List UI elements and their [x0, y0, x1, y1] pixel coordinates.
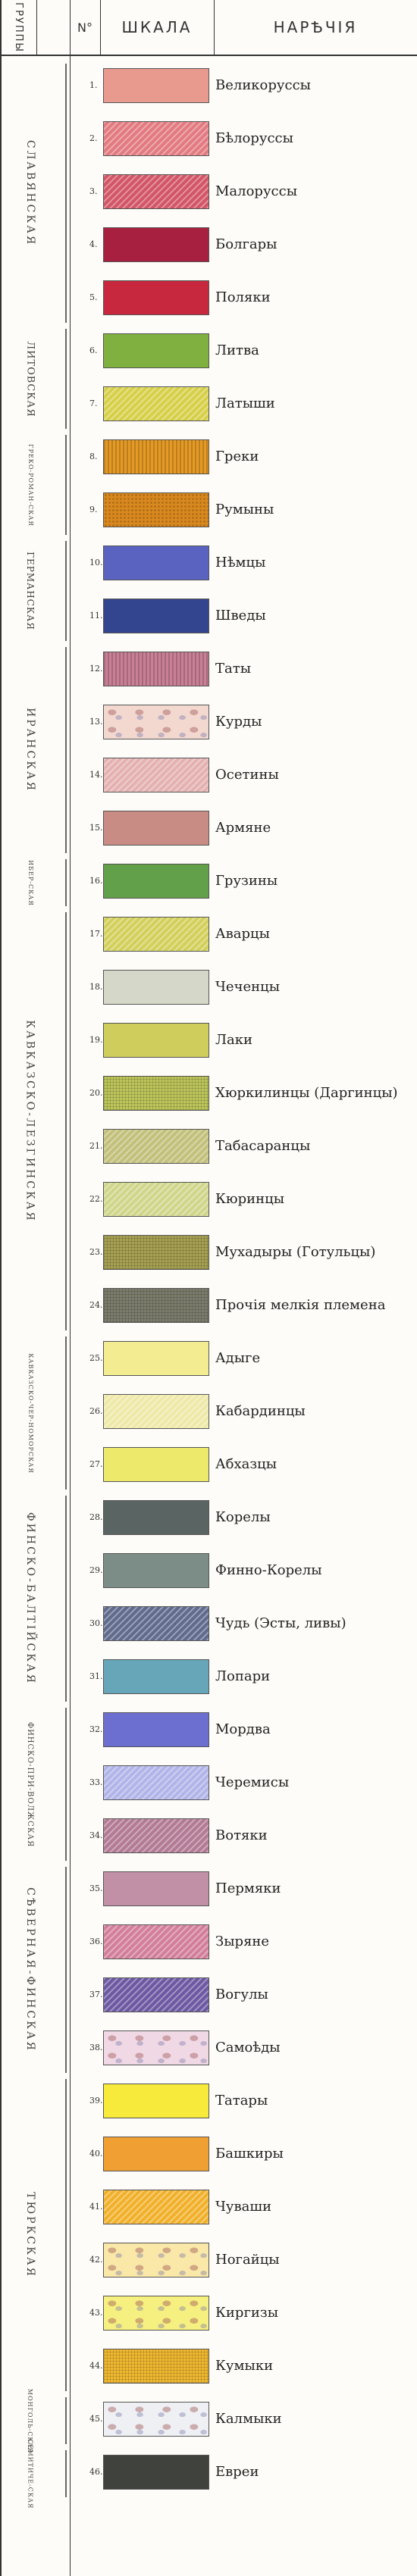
row-name: Киргизы — [215, 2305, 279, 2321]
row-number: 3. — [89, 186, 98, 196]
row-name: Кумыки — [215, 2358, 274, 2374]
row-name: Калмыки — [215, 2411, 282, 2427]
legend-row — [0, 644, 417, 694]
color-swatch — [103, 705, 209, 739]
group-label-text: ИРАНСКАЯ — [24, 708, 36, 792]
group-label-mongol — [17, 2388, 44, 2453]
color-swatch — [103, 68, 209, 103]
row-name: Шведы — [215, 608, 266, 624]
header-scale: ШКАЛА — [121, 18, 193, 36]
group-label-text: СЕМИТИЧЕ-СКАЯ — [27, 2439, 34, 2509]
row-name: Черемисы — [215, 1774, 290, 1790]
group-bracket — [65, 859, 67, 906]
legend-row — [0, 2235, 417, 2285]
row-name: Самоѣды — [215, 2040, 281, 2055]
group-bracket — [65, 2079, 67, 2391]
legend-row — [0, 1652, 417, 1702]
legend-row — [0, 1068, 417, 1118]
color-swatch — [103, 2402, 209, 2437]
legend-row — [0, 591, 417, 641]
row-number: 2. — [89, 133, 98, 143]
row-number: 35. — [89, 1884, 103, 1893]
row-name: Малоруссы — [215, 183, 298, 199]
group-label-text: МОНГОЛЬ-СКАЯ — [27, 2388, 34, 2453]
legend-row — [0, 167, 417, 217]
legend-row — [0, 2129, 417, 2179]
row-name: Румыны — [215, 502, 274, 517]
group-label-text: КАВКАЗСКО-ЛЕЗГИНСКАЯ — [24, 1020, 37, 1223]
color-swatch — [103, 2455, 209, 2490]
color-swatch — [103, 1606, 209, 1641]
header-family — [0, 0, 36, 55]
color-swatch — [103, 2190, 209, 2224]
row-number: 11. — [89, 611, 103, 621]
row-name: Армяне — [215, 820, 271, 836]
color-swatch — [103, 2030, 209, 2065]
color-swatch — [103, 2349, 209, 2384]
row-name: Мухадыры (Готульцы) — [215, 1244, 376, 1260]
legend-row — [0, 1493, 417, 1543]
group-bracket — [65, 435, 67, 535]
row-name: Чуваши — [215, 2199, 272, 2215]
row-name: Хюркилинцы (Даргинцы) — [215, 1085, 398, 1101]
group-label-text: СЛАВЯНСКАЯ — [24, 139, 37, 247]
row-number: 33. — [89, 1777, 103, 1787]
row-name: Осетины — [215, 767, 279, 783]
header-divider-2 — [100, 0, 101, 55]
legend-row — [0, 220, 417, 270]
legend-row — [0, 697, 417, 747]
group-label-iranian — [17, 647, 44, 853]
group-bracket — [65, 541, 67, 641]
color-swatch — [103, 1447, 209, 1482]
row-name: Лопари — [215, 1668, 271, 1684]
group-bracket — [65, 912, 67, 1330]
legend-row — [0, 2341, 417, 2391]
group-bracket — [65, 1708, 67, 1861]
color-swatch — [103, 1924, 209, 1959]
row-number: 31. — [89, 1671, 103, 1681]
group-label-greco-roman — [17, 435, 44, 535]
row-number: 13. — [89, 717, 103, 727]
row-number: 26. — [89, 1406, 103, 1416]
group-label-finno-volga — [17, 1708, 44, 1861]
group-label-slavic — [17, 64, 44, 323]
group-label-text: ГЕРМАНСКАЯ — [25, 552, 36, 630]
color-swatch — [103, 280, 209, 315]
legend-row — [0, 1917, 417, 1967]
group-label-caucasian-black-sea — [17, 1336, 44, 1490]
legend-row — [0, 1970, 417, 2020]
color-swatch — [103, 1765, 209, 1800]
row-number: 45. — [89, 2414, 103, 2424]
row-number: 41. — [89, 2202, 103, 2212]
group-label-text: ФИНСКО-БАЛТІЙСКАЯ — [24, 1512, 36, 1685]
legend-row — [0, 1333, 417, 1383]
legend-row — [0, 2023, 417, 2073]
row-number: 46. — [89, 2467, 103, 2477]
color-swatch — [103, 333, 209, 368]
row-name: Болгары — [215, 236, 277, 252]
color-swatch — [103, 2243, 209, 2277]
legend-row — [0, 1386, 417, 1436]
row-name: Нѣмцы — [215, 555, 266, 571]
color-swatch — [103, 227, 209, 262]
row-number: 36. — [89, 1937, 103, 1946]
legend-row — [0, 273, 417, 323]
row-name: Таты — [215, 661, 252, 677]
color-swatch — [103, 439, 209, 474]
legend-row — [0, 2076, 417, 2126]
row-number: 9. — [89, 505, 98, 514]
color-swatch — [103, 1977, 209, 2012]
legend-row — [0, 1280, 417, 1330]
row-name: Вотяки — [215, 1827, 268, 1843]
row-number: 19. — [89, 1035, 103, 1045]
color-swatch — [103, 546, 209, 580]
color-swatch — [103, 1235, 209, 1270]
group-label-text: ФИНСКО-ПРИ-ВОЛЖСКАЯ — [26, 1721, 35, 1847]
row-name: Корелы — [215, 1509, 271, 1525]
group-bracket — [65, 1336, 67, 1490]
header-divider-3 — [214, 0, 215, 55]
row-number: 18. — [89, 982, 103, 992]
legend-row — [0, 326, 417, 376]
group-label-germanic — [17, 541, 44, 641]
header-number: N° — [77, 20, 92, 35]
group-bracket — [65, 64, 67, 323]
legend-row — [0, 1174, 417, 1224]
row-number: 24. — [89, 1300, 103, 1310]
row-number: 37. — [89, 1990, 103, 1999]
group-label-north-finnic — [17, 1867, 44, 2073]
row-number: 44. — [89, 2361, 103, 2371]
row-number: 10. — [89, 558, 103, 567]
color-swatch — [103, 1712, 209, 1747]
row-number: 23. — [89, 1247, 103, 1257]
group-bracket — [65, 329, 67, 429]
color-swatch — [103, 1394, 209, 1429]
color-swatch — [103, 864, 209, 899]
group-bracket — [65, 1867, 67, 2073]
color-swatch — [103, 970, 209, 1005]
row-name: Мордва — [215, 1721, 271, 1737]
color-swatch — [103, 758, 209, 792]
row-name: Кабардинцы — [215, 1403, 306, 1419]
color-swatch — [103, 2084, 209, 2118]
row-number: 14. — [89, 770, 103, 780]
row-name: Литва — [215, 342, 259, 358]
row-number: 29. — [89, 1565, 103, 1575]
legend-row — [0, 2447, 417, 2497]
row-number: 21. — [89, 1141, 103, 1151]
row-name: Бѣлоруссы — [215, 130, 293, 146]
row-number: 43. — [89, 2308, 103, 2318]
legend-row — [0, 1758, 417, 1808]
row-number: 15. — [89, 823, 103, 833]
group-label-text: ТЮРКСКАЯ — [24, 2192, 37, 2278]
legend-row — [0, 750, 417, 800]
group-label-text: ГРЕКО-РОМАН-СКАЯ — [27, 443, 34, 527]
row-name: Татары — [215, 2093, 268, 2109]
color-swatch — [103, 917, 209, 952]
legend-row — [0, 1546, 417, 1596]
row-number: 17. — [89, 929, 103, 939]
group-bracket — [65, 1496, 67, 1702]
row-number: 16. — [89, 876, 103, 886]
group-bracket — [65, 2397, 67, 2444]
row-number: 20. — [89, 1088, 103, 1098]
legend-row — [0, 856, 417, 906]
color-swatch — [103, 1553, 209, 1588]
row-name: Чеченцы — [215, 979, 281, 995]
legend-row — [0, 2394, 417, 2444]
row-name: Греки — [215, 449, 259, 464]
group-label-lithuanian — [17, 329, 44, 429]
row-number: 25. — [89, 1353, 103, 1363]
color-swatch — [103, 1659, 209, 1694]
row-number: 42. — [89, 2255, 103, 2265]
row-name: Башкиры — [215, 2146, 284, 2162]
legend-row — [0, 1811, 417, 1861]
row-number: 28. — [89, 1512, 103, 1522]
legend-row — [0, 1864, 417, 1914]
row-number: 6. — [89, 345, 98, 355]
color-swatch — [103, 1129, 209, 1164]
legend-row — [0, 2288, 417, 2338]
group-bracket — [65, 2450, 67, 2497]
legend-row — [0, 803, 417, 853]
color-swatch — [103, 121, 209, 156]
legend-row — [0, 1121, 417, 1171]
group-label-text: ИБЕР-СКАЯ — [27, 859, 34, 906]
row-number: 27. — [89, 1459, 103, 1469]
row-number: 1. — [89, 80, 98, 90]
group-label-text: СѢВЕРНАЯ-ФИНСКАЯ — [24, 1887, 36, 2052]
header-family-label: ГРУППЫ — [12, 2, 24, 53]
group-label-iberian — [17, 859, 44, 906]
row-number: 12. — [89, 664, 103, 674]
color-swatch — [103, 1818, 209, 1853]
header-names: НАРѢЧІЯ — [273, 18, 358, 36]
row-name: Адыге — [215, 1350, 261, 1366]
color-swatch — [103, 1341, 209, 1376]
row-name: Великоруссы — [215, 77, 311, 93]
legend-row — [0, 2182, 417, 2232]
row-number: 39. — [89, 2096, 103, 2106]
group-label-turkic — [17, 2079, 44, 2391]
color-swatch — [103, 492, 209, 527]
row-number: 32. — [89, 1724, 103, 1734]
row-number: 5. — [89, 292, 98, 302]
legend-row — [0, 485, 417, 535]
color-swatch — [103, 1076, 209, 1111]
color-swatch — [103, 2296, 209, 2331]
color-swatch — [103, 1182, 209, 1217]
group-bracket — [65, 647, 67, 853]
legend-row — [0, 432, 417, 482]
row-number: 30. — [89, 1618, 103, 1628]
row-number: 34. — [89, 1830, 103, 1840]
group-label-finno-baltic — [17, 1496, 44, 1702]
color-swatch — [103, 1023, 209, 1058]
row-name: Курды — [215, 714, 262, 730]
row-name: Грузины — [215, 873, 278, 889]
legend-row — [0, 909, 417, 959]
color-swatch — [103, 599, 209, 633]
color-swatch — [103, 1288, 209, 1323]
legend-row — [0, 1015, 417, 1065]
row-name: Ногайцы — [215, 2252, 280, 2268]
row-name: Прочія мелкія племена — [215, 1297, 386, 1313]
color-swatch — [103, 174, 209, 209]
row-name: Латыши — [215, 395, 275, 411]
legend-row — [0, 538, 417, 588]
color-swatch — [103, 386, 209, 421]
row-name: Зыряне — [215, 1934, 270, 1949]
legend-row — [0, 1440, 417, 1490]
color-swatch — [103, 1871, 209, 1906]
row-number: 38. — [89, 2043, 103, 2052]
row-name: Поляки — [215, 289, 271, 305]
group-label-text: ЛИТОВСКАЯ — [24, 340, 36, 417]
row-name: Абхазцы — [215, 1456, 277, 1472]
row-number: 4. — [89, 239, 98, 249]
color-swatch — [103, 1500, 209, 1535]
group-label-text: КАВКАЗСКО-ЧЕР-НОМОРСКАЯ — [27, 1352, 34, 1474]
legend-row — [0, 1705, 417, 1755]
row-name: Лаки — [215, 1032, 252, 1048]
color-swatch — [103, 652, 209, 686]
group-label-caucasian-lezgian — [17, 912, 44, 1330]
row-name: Вогулы — [215, 1987, 268, 2002]
row-number: 40. — [89, 2149, 103, 2159]
color-swatch — [103, 811, 209, 846]
row-name: Чудь (Эсты, ливы) — [215, 1615, 346, 1631]
row-name: Кюринцы — [215, 1191, 285, 1207]
row-name: Пермяки — [215, 1880, 281, 1896]
legend-row — [0, 962, 417, 1012]
color-swatch — [103, 2137, 209, 2171]
legend-row — [0, 114, 417, 164]
row-name: Аварцы — [215, 926, 270, 942]
row-name: Евреи — [215, 2464, 259, 2480]
row-number: 22. — [89, 1194, 103, 1204]
group-label-semitic — [17, 2439, 44, 2509]
row-number: 8. — [89, 452, 98, 461]
legend-row — [0, 379, 417, 429]
row-name: Финно-Корелы — [215, 1562, 322, 1578]
legend-row — [0, 1599, 417, 1649]
legend-row — [0, 1227, 417, 1277]
header-rule — [0, 55, 417, 56]
row-number: 7. — [89, 399, 98, 408]
header-divider-1 — [36, 0, 37, 55]
legend-row — [0, 61, 417, 111]
row-name: Табасаранцы — [215, 1138, 311, 1154]
